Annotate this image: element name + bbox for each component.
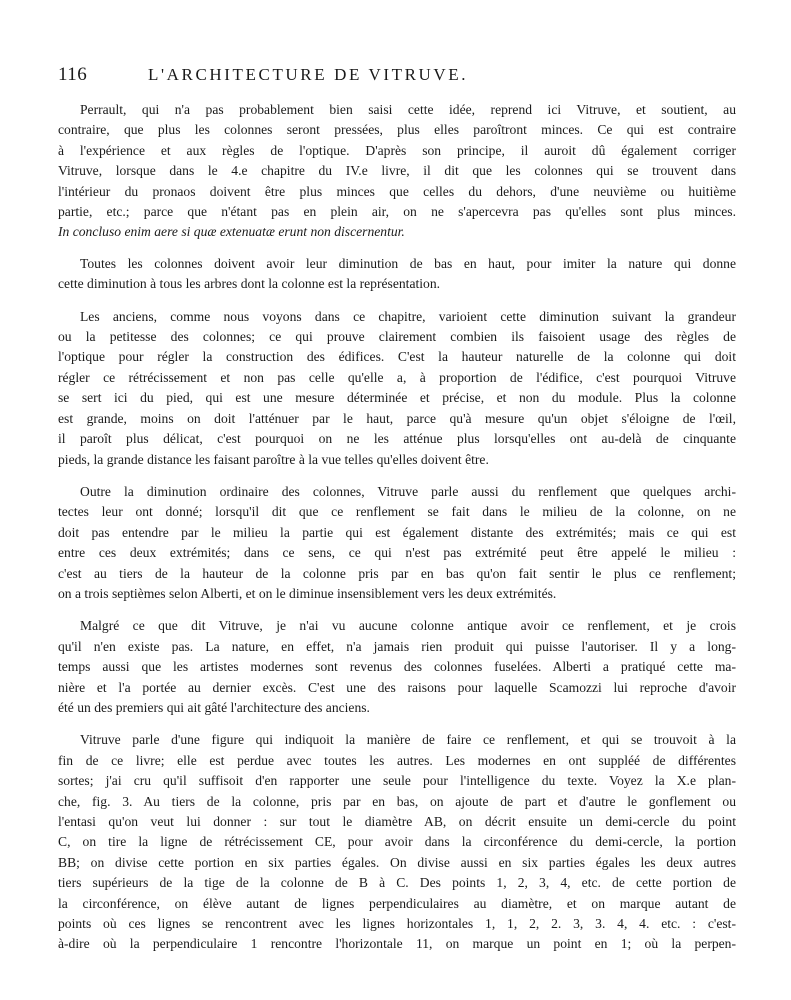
paragraph-figure	[58, 730, 736, 954]
text-line: Vitruve parle d'une figure qui indiquoit la manière de faire ce renflement, et qui se trouvoit à la	[80, 732, 736, 748]
text-line: c'est au tiers de la hauteur de la colonne pris par en bas qu'on fait sentir le plus ce renflement;	[58, 565, 736, 581]
text-line: C, on tire la ligne de rétrécissement CE, pour avoir dans la circonférence du demi-cercle, la portion	[58, 834, 736, 850]
paragraph-perrault	[58, 100, 736, 243]
text-line: l'intérieur du pronaos doivent être plus minces que celles du dehors, d'une neuvième ou huitième	[58, 183, 736, 199]
text-line: cette diminution à tous les arbres dont la colonne est la représentation.	[58, 276, 441, 292]
text-line: contraire, que plus les colonnes seront pressées, plus elles paroîtront minces. Ce qui est contraire	[58, 122, 736, 138]
text-line: à-dire où la perpendiculaire 1 rencontre l'horizontale 11, on marque un point en 1; où la perpen-	[58, 936, 736, 952]
book-page	[58, 64, 736, 965]
text-line: nière et l'a portée au dernier excès. C'est une des raisons pour laquelle Scamozzi lui reproche d'avoir	[58, 679, 736, 695]
text-line: temps aussi que les artistes modernes sont revenus des colonnes fuselées. Alberti a pratiqué cette ma-	[58, 659, 736, 675]
text-line: ou la petitesse des colonnes; ce qui prouve clairement combien ils faisoient usage des règles de	[58, 329, 736, 345]
text-line: Outre la diminution ordinaire des colonnes, Vitruve parle aussi du renflement que quelques archi-	[80, 483, 736, 499]
paragraph-anciens	[58, 307, 736, 470]
paragraph-renflement	[58, 482, 736, 604]
paragraph-malgre	[58, 616, 736, 718]
text-line: à l'expérience et aux règles de l'optique. D'après son principe, il auroit dû également corriger	[58, 142, 736, 158]
running-head	[58, 64, 736, 90]
text-line: BB; on divise cette portion en six parties égales. On divise aussi en six parties égales les deux autres	[58, 854, 736, 870]
text-line: che, fig. 3. Au tiers de la colonne, pris par en bas, on ajoute de part et d'autre le gonflement ou	[58, 793, 736, 809]
text-line: il paroît plus délicat, c'est pourquoi on ne les atténue plus lorsqu'elles ont au-delà de cinquante	[58, 431, 736, 447]
text-line: doit pas entendre par le milieu la partie qui est également distante des extrémités; mais ce qui est	[58, 524, 736, 540]
text-line: Toutes les colonnes doivent avoir leur diminution de bas en haut, pour imiter la nature qui donne	[80, 255, 736, 271]
text-line: pieds, la grande distance les faisant paroître à la vue telles qu'elles doivent être.	[58, 451, 489, 467]
running-title: L'ARCHITECTURE DE VITRUVE.	[148, 65, 469, 84]
text-line: régler ce rétrécissement et non pas celle qu'elle a, à proportion de l'édifice, c'est pourquoi Vitruve	[58, 369, 736, 385]
text-line: Perrault, qui n'a pas probablement bien saisi cette idée, reprend ici Vitruve, et soutient, au	[80, 102, 736, 117]
page-number: 116	[58, 64, 88, 85]
text-line: entre ces deux extrémités; dans ce sens, ce qui n'est pas extrémité peut être appelé le milieu :	[58, 545, 736, 561]
text-line: sortes; j'ai cru qu'il suffisoit d'en rapporter une seule pour l'intelligence du texte. Voyez la X.e plan-	[58, 773, 736, 789]
text-line: Les anciens, comme nous voyons dans ce chapitre, varioient cette diminution suivant la grandeur	[80, 308, 736, 324]
text-line: l'entasi qu'on veut lui donner : sur tout le diamètre AB, on décrit ensuite un demi-cercle du point	[58, 814, 736, 829]
text-line: se sert ici du pied, qui est une mesure déterminée et précise, et non du module. Plus la colonne	[58, 390, 736, 406]
text-line: Malgré ce que dit Vitruve, je n'ai vu aucune colonne antique avoir ce renflement, et je crois	[80, 618, 736, 634]
text-line: Vitruve, lorsque dans le 4.e chapitre du IV.e livre, il dit que les colonnes qui se trouvent dans	[58, 163, 736, 179]
text-line: fin de ce livre; elle est perdue avec toutes les autres. Les modernes en ont suppléé de différentes	[58, 752, 736, 768]
text-line: tiers supérieurs de la tige de la colonne de B à C. Des points 1, 2, 3, 4, etc. de cette portion de	[58, 875, 736, 891]
paragraph-diminution	[58, 254, 736, 295]
latin-quotation: In concluso enim aere si quæ extenuatæ erunt non discernentur.	[58, 224, 405, 240]
text-line: partie, etc.; parce que n'étant pas en plein air, on ne s'apercevra pas qu'elles sont plus minces.	[58, 204, 736, 220]
text-line: l'optique pour régler la construction des édifices. C'est la hauteur naturelle de la colonne qui doit	[58, 349, 736, 365]
text-line: tectes leur ont donné; lorsqu'il dit que ce renflement se fait dans le milieu de la colonne, on ne	[58, 504, 736, 520]
text-line: la circonférence, on élève autant de lignes perpendiculaires au diamètre, et on marque autant de	[58, 895, 736, 911]
text-line: été un des premiers qui ait gâté l'architecture des anciens.	[58, 699, 370, 715]
text-line: est grande, moins on doit l'atténuer par le haut, parce qu'à mesure qu'un objet s'éloigne de l'œil,	[58, 410, 736, 426]
text-line: qu'il n'en existe pas. La nature, en effet, n'a jamais rien produit qui puisse l'autoriser. Il y a long-	[58, 638, 736, 654]
text-line: points où ces lignes se rencontrent avec les lignes horizontales 1, 1, 2, 2. 3, 3. 4, 4. etc. : c'est-	[58, 916, 736, 932]
text-line: on a trois septièmes selon Alberti, et on le diminue insensiblement vers les deux extrémités.	[58, 585, 557, 601]
